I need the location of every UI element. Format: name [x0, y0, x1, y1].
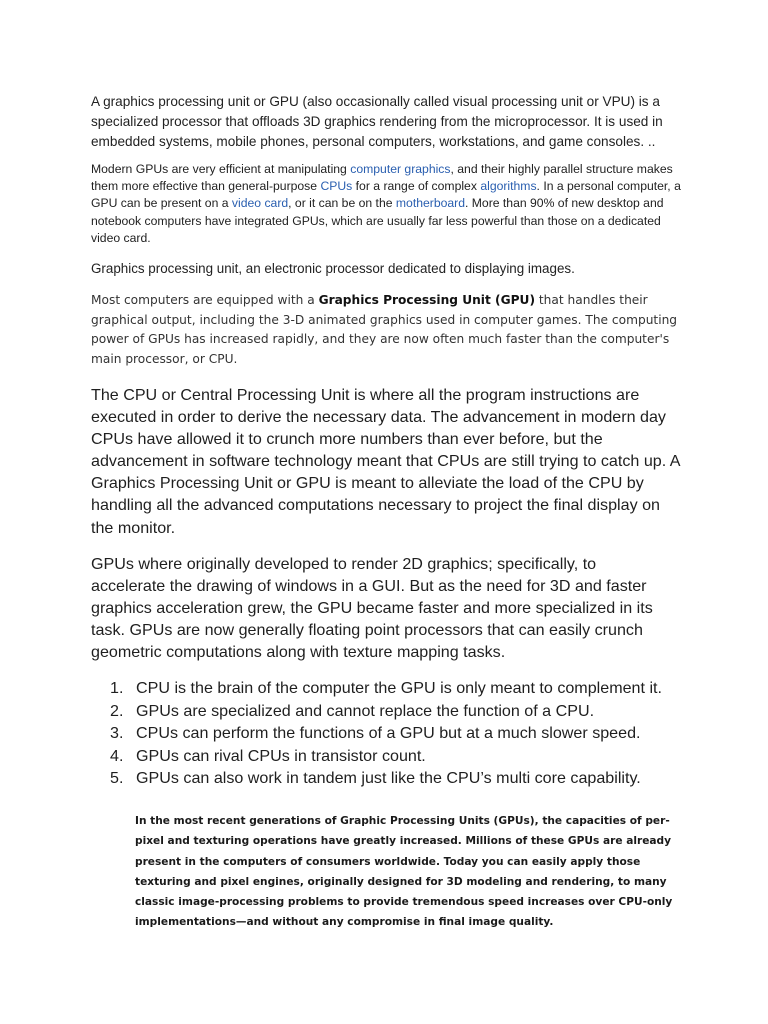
list-text: CPU is the brain of the computer the GPU is only meant to complement it.	[136, 679, 662, 697]
link-video-card[interactable]: video card	[231, 196, 289, 211]
list-number: 3.	[110, 724, 124, 743]
link-cpus[interactable]: CPUs	[320, 179, 353, 194]
paragraph-cpu-explanation: The CPU or Central Processing Unit is where all the program instructions are executed in order to derive the necessary data. The advancement in modern day CPUs have allowed it to crunch more numbers than ever before, but the advancement in software technology meant that CPUs are still trying to catch up. A Graphics Processing Unit or GPU is meant to alleviate the load of the CPU by handling all the advanced computations necessary to project the final display on the monitor.	[91, 386, 680, 537]
list-number: 5.	[110, 769, 124, 788]
text-run: , and their highly parallel structure makes them more effective than general-purpose	[91, 162, 673, 194]
list-item	[110, 677, 690, 700]
paragraph-gpu-definition: A graphics processing unit or GPU (also occasionally called visual processing unit or VPU) is a specialized processor that offloads 3D graphics rendering from the microprocessor. It is used in embedded systems, mobile phones, personal computers, workstations, and game consoles. ..	[91, 94, 663, 149]
paragraph-modern-gpus	[91, 161, 691, 247]
text-run: . In a personal computer, a GPU can be present on a	[91, 179, 681, 211]
list-text: CPUs can perform the functions of a GPU but at a much slower speed.	[136, 724, 641, 743]
list-text: GPUs can also work in tandem just like the CPU’s multi core capability.	[136, 769, 641, 788]
comparison-list	[110, 677, 690, 790]
text-run: that handles their graphical output, including the 3-D animated graphics used in computer games. The computing power of GPUs has increased rapidly, and they are now often much faster than the computer's main processor, or CPU.	[91, 293, 678, 366]
list-item	[110, 767, 690, 790]
paragraph-gpu-short-definition: Graphics processing unit, an electronic processor dedicated to displaying images.	[91, 261, 575, 276]
list-text: GPUs can rival CPUs in transistor count.	[136, 746, 426, 765]
text-run: , or it can be on the	[288, 196, 396, 211]
paragraph-gpu-history: GPUs where originally developed to render 2D graphics; specifically, to accelerate the drawing of windows in a GUI. But as the need for 3D and faster graphics acceleration grew, the GPU became faster and more specialized in its task. GPUs are now generally floating point processors that can easily crunch geometric computations along with texture mapping tasks.	[91, 555, 653, 662]
text-run: . More than 90% of new desktop and notebook computers have integrated GPUs, which are usually far less powerful than those on a dedicated video card.	[91, 196, 664, 245]
list-number: 2.	[110, 701, 124, 720]
text-run: Modern GPUs are very efficient at manipulating	[91, 162, 351, 176]
link-computer-graphics[interactable]: computer graphics	[350, 162, 451, 176]
list-number: 1.	[110, 679, 124, 697]
bold-gpu-term: Graphics Processing Unit (GPU)	[318, 293, 536, 307]
text-run: Most computers are equipped with a	[91, 293, 319, 307]
text-run: for a range of complex	[352, 179, 481, 194]
paragraph-computers-equipped	[91, 291, 691, 369]
list-item	[110, 745, 690, 768]
link-algorithms[interactable]: algorithms	[480, 179, 537, 194]
paragraph-recent-generations: In the most recent generations of Graphic Processing Units (GPUs), the capacities of per-pixel and texturing operations have greatly increased. Millions of these GPUs are already present in the computers of consumers worldwide. Today you can easily apply those texturing and pixel engines, originally designed for 3D modeling and rendering, to many classic image-processing problems to provide tremendous speed increases over CPU-only implementations—and without any compromise in final image quality.	[135, 815, 673, 929]
list-text: GPUs are specialized and cannot replace the function of a CPU.	[136, 701, 595, 720]
link-motherboard[interactable]: motherboard	[395, 196, 465, 211]
list-item	[110, 722, 690, 745]
list-item	[110, 700, 690, 723]
list-number: 4.	[110, 746, 124, 765]
